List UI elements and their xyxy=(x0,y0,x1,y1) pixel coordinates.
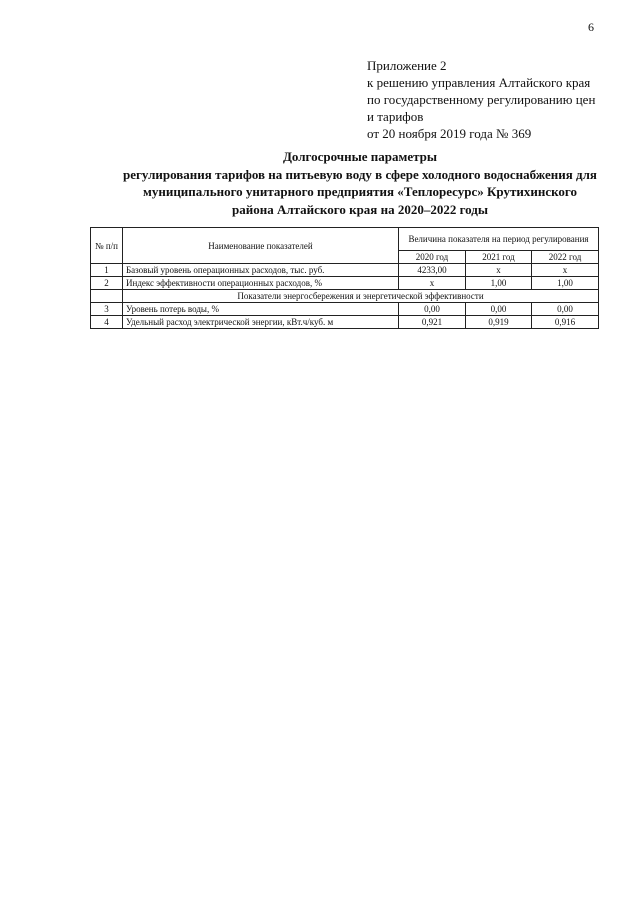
title-line: района Алтайского края на 2020–2022 годы xyxy=(231,201,489,217)
appendix-line: и тарифов xyxy=(367,109,424,124)
table-row xyxy=(91,303,599,316)
title-line: Долгосрочные параметры xyxy=(282,149,438,164)
header-name: Наименование показателей xyxy=(123,228,399,264)
row-name: Базовый уровень операционных расходов, тыс. руб. xyxy=(123,264,399,277)
table-row xyxy=(91,277,599,290)
row-value: 0,916 xyxy=(532,316,599,329)
table-row xyxy=(91,264,599,277)
appendix-line: Приложение 2 xyxy=(367,58,447,73)
row-name: Индекс эффективности операционных расходов, % xyxy=(123,277,399,290)
appendix-line: к решению управления Алтайского края xyxy=(367,75,591,90)
header-row xyxy=(91,228,599,251)
header-year: 2021 год xyxy=(466,251,532,264)
section-row xyxy=(91,290,599,303)
appendix-line: по государственному регулированию цен xyxy=(367,92,596,107)
row-value: 0,00 xyxy=(399,303,466,316)
appendix-line: от 20 ноября 2019 года № 369 xyxy=(367,126,532,141)
table-row xyxy=(91,316,599,329)
row-num: 4 xyxy=(91,316,123,329)
row-name: Удельный расход электрической энергии, кВт.ч/куб. м xyxy=(123,316,399,329)
row-value: 0,921 xyxy=(399,316,466,329)
header-period: Величина показателя на период регулирования xyxy=(399,228,599,251)
title-line: регулирования тарифов на питьевую воду в сфере холодного водоснабжения для xyxy=(123,166,597,182)
section-num-empty xyxy=(91,290,123,303)
document-title xyxy=(80,148,639,218)
appendix-header xyxy=(367,57,595,142)
row-num: 1 xyxy=(91,264,123,277)
row-name: Уровень потерь воды, % xyxy=(123,303,399,316)
row-value: 4233,00 xyxy=(399,264,466,277)
row-value: 0,00 xyxy=(532,303,599,316)
row-value: 0,00 xyxy=(466,303,532,316)
page-number: 6 xyxy=(588,20,594,34)
title-line: муниципального унитарного предприятия «Теплоресурс» Крутихинского xyxy=(142,184,578,199)
row-value: 1,00 xyxy=(532,277,599,290)
section-title: Показатели энергосбережения и энергетической эффективности xyxy=(123,290,599,303)
parameters-table xyxy=(90,227,599,329)
row-value: х xyxy=(532,264,599,277)
row-value: х xyxy=(399,277,466,290)
row-num: 3 xyxy=(91,303,123,316)
header-num: № п/п xyxy=(91,228,123,264)
row-value: х xyxy=(466,264,532,277)
row-num: 2 xyxy=(91,277,123,290)
header-year: 2020 год xyxy=(399,251,466,264)
row-value: 1,00 xyxy=(466,277,532,290)
row-value: 0,919 xyxy=(466,316,532,329)
header-year: 2022 год xyxy=(532,251,599,264)
